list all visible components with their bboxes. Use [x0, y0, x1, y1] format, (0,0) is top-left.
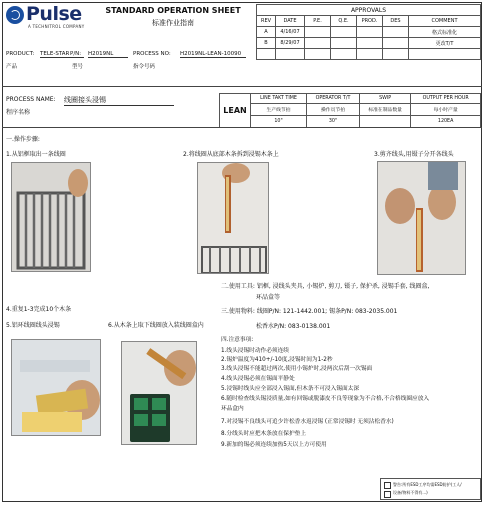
dipping-image [12, 340, 101, 436]
approvals-title: APPROVALS [257, 5, 481, 16]
col-header: P.E. [305, 16, 331, 27]
step-1-photo [11, 162, 91, 272]
step-5-photo [11, 339, 101, 436]
process-name-value: 线圈接头浸锡 [64, 95, 174, 106]
warning-line-2: 设备/物料不得有...) [393, 490, 428, 495]
table-cell [409, 49, 481, 60]
product-value: TELE-STAR [40, 51, 84, 58]
materials-text-2: 松香水P/N: 083-0138.001 [256, 323, 331, 330]
table-cell [357, 27, 383, 38]
materials-text: 三.使用物料: 线圈P/N: 121-1442.001; 锡条P/N: 083-2035.001 [221, 308, 398, 315]
table-row [257, 49, 481, 60]
tools-text: 二.使用工具: 铝框, 浸线头夹具, 小锡炉, 剪刀, 镊子, 保护杀, 浸锡手套, 线圈盒, [221, 283, 430, 290]
lean-header: OUTPUT PER HOUR [411, 94, 481, 104]
note-item: 9.新加的锡必须连续加热5天以上方可使用 [221, 442, 327, 448]
col-header: DES [383, 16, 409, 27]
sheet-title: STANDARD OPERATION SHEET [105, 6, 241, 15]
step-2-photo [197, 162, 269, 274]
product-label: PRODUCT: [6, 51, 35, 57]
process-no-label-cn: 指令号码 [133, 64, 156, 70]
table-cell: 更改T/T [409, 38, 481, 49]
note-item: 3.线头浸锡不能超过两次,使用小锡炉时,浸两次后刮一次锡面 [221, 366, 373, 372]
step-2-caption: 2.将线圈从底部木条拆到浸锡木条上 [183, 151, 279, 158]
globe-icon [6, 6, 24, 24]
logo-text: Pulse [26, 3, 82, 25]
lean-value [360, 116, 411, 128]
pn-label: P/N: [70, 51, 82, 57]
table-cell: B [257, 38, 276, 49]
step-5-caption: 5.铝环线圈线头浸锡 [6, 322, 60, 329]
lean-header-cn: 生产线节拍 [251, 104, 307, 116]
step-1-caption: 1.从铝框取出一条线圈 [6, 151, 66, 158]
note-item: 1.线头浸锡时动作必须连续 [221, 348, 289, 354]
table-cell [383, 49, 409, 60]
lean-header-cn: 每小时产量 [411, 104, 481, 116]
lean-header: OPERATOR T/T [307, 94, 360, 104]
table-cell [331, 49, 357, 60]
process-no-value: H2019NL-LEAN-10090 [180, 51, 246, 58]
col-header: DATE [276, 16, 305, 27]
esd-warning-box [380, 478, 481, 500]
notes-heading: 四.注意事项: [221, 337, 254, 343]
step-4-caption: 4.重复1-3完成10个木条 [6, 306, 72, 313]
sheet-title-cn: 标准作业指南 [152, 19, 194, 27]
warning-line-1: 警告:所有ESD工序均需ESD防护(工人/ [393, 482, 462, 487]
approvals-table [256, 4, 481, 60]
lean-label: LEAN [220, 94, 251, 128]
logo-subtitle: A TECHNITROL COMPANY [28, 24, 85, 29]
process-name-label: PROCESS NAME: [6, 96, 56, 103]
table-cell [305, 49, 331, 60]
note-item: 8.分线头时应把木条放在保护垫上 [221, 431, 307, 437]
product-label-cn: 产品 [6, 64, 18, 70]
table-cell: 4/16/07 [276, 27, 305, 38]
checkbox-icon [384, 491, 391, 498]
step-6-caption: 6.从木条上取下线圈放入装线圈盒内 [108, 322, 204, 329]
step-6-photo [121, 341, 197, 445]
note-item: 5.浸锡时线头应全部浸入锡面,但木条不可浸入锡面太深 [221, 386, 360, 392]
col-header: Q.E. [331, 16, 357, 27]
wood-strip-image [198, 163, 269, 274]
coil-box-image [122, 342, 197, 445]
note-item: 7.对浸锡不良线头可追少许松香水返浸锡 (正常浸锡时 无须沾松香水) [221, 419, 394, 425]
steps-heading: 一.操作步骤: [6, 136, 40, 143]
table-cell [383, 27, 409, 38]
divider [2, 86, 482, 87]
table-cell [331, 38, 357, 49]
step-3-caption: 3.剪齐线头,用镊子分开各线头 [374, 151, 454, 158]
tools-text-2: 环品盒等 [256, 294, 281, 301]
lean-table [219, 93, 481, 128]
table-cell: A [257, 27, 276, 38]
pn-value: H2019NL [88, 51, 128, 58]
checkbox-icon [384, 482, 391, 489]
note-item: 4.线头浸锡必须在锡面平静处 [221, 376, 295, 382]
step-3-photo [377, 161, 466, 275]
lean-value: 120EA [411, 116, 481, 128]
divider [2, 127, 482, 128]
table-cell: 格式标准化 [409, 27, 481, 38]
process-no-label: PROCESS NO: [133, 51, 171, 57]
table-cell [305, 27, 331, 38]
col-header: PROD. [357, 16, 383, 27]
lean-header-cn: 操作员节拍 [307, 104, 360, 116]
table-cell [383, 38, 409, 49]
lean-value: 10" [251, 116, 307, 128]
process-name-label-cn: 程序名称 [6, 109, 31, 116]
note-item: 6.随时检查线头锡浸质量,如有回锡或脱漆皮不良等现象为不合格,不合格线圈应放入 [221, 396, 430, 402]
table-cell [331, 27, 357, 38]
lean-value: 30" [307, 116, 360, 128]
col-header: REV [257, 16, 276, 27]
table-cell [276, 49, 305, 60]
pulse-logo [6, 3, 96, 34]
col-header: COMMENT [409, 16, 481, 27]
table-cell: 8/29/07 [276, 38, 305, 49]
lean-header: LINE TAKT TIME [251, 94, 307, 104]
table-row [257, 38, 481, 49]
lean-header-cn: 标准在制品数量 [360, 104, 411, 116]
note-item: 2.锡炉温度为410+/-10度,浸锡时间为1-2秒 [221, 357, 333, 363]
pn-label-cn: 型号 [72, 64, 84, 70]
note-item: 环品盒内 [221, 406, 244, 412]
lean-header: SWIP [360, 94, 411, 104]
table-cell [357, 38, 383, 49]
table-cell [257, 49, 276, 60]
table-cell [305, 38, 331, 49]
hands-tweezers-image [378, 162, 466, 275]
frame-rack-image [12, 163, 91, 272]
table-row [257, 27, 481, 38]
table-cell [357, 49, 383, 60]
